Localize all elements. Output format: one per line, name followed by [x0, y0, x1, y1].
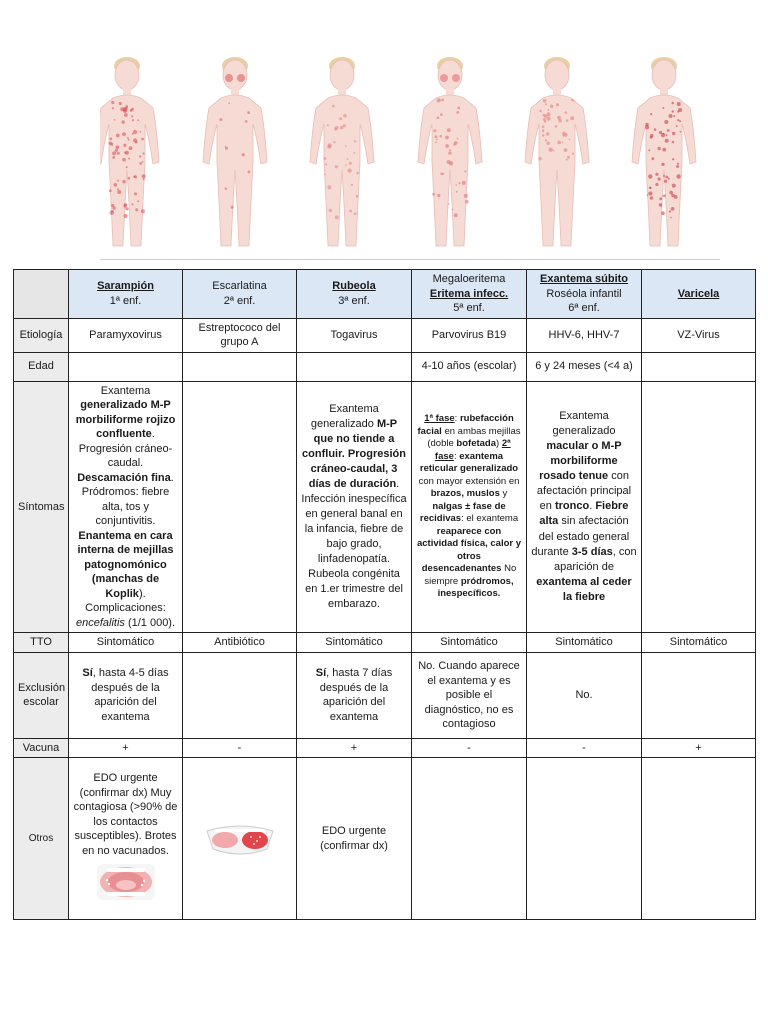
otros-cell: [69, 758, 183, 920]
child-figure-4: [418, 57, 482, 246]
text-run: No siempre: [424, 563, 517, 587]
vacuna-cell: +: [297, 738, 412, 758]
edad-cell: [642, 352, 756, 381]
disease-alt-name: Roséola infantil: [546, 287, 622, 300]
disease-order: 5ª enf.: [453, 302, 485, 315]
text-run: con afectación principal en: [536, 470, 632, 513]
etiologia-cell: Estreptococo del grupo A: [183, 318, 297, 352]
header-disease-3: [297, 270, 412, 319]
vacuna-cell: -: [412, 738, 527, 758]
text-run: Exantema generalizado: [310, 402, 379, 430]
etiologia-cell: HHV-6, HHV-7: [527, 318, 642, 352]
row-sintomas: [14, 381, 756, 633]
row-label: Exclusión escolar: [14, 652, 69, 738]
text-run: , hasta 7 días después de la aparición del exantema: [319, 667, 393, 723]
text-run: encefalitis: [75, 616, 125, 629]
text-run: Sí: [315, 667, 327, 680]
text-run: ). Complicaciones:: [85, 587, 166, 615]
text-run: :: [454, 412, 460, 424]
children-rash-illustrations: [100, 50, 740, 260]
sintomas-cell: [412, 381, 527, 633]
tto-cell: Sintomático: [297, 633, 412, 653]
text-run: reaparece con actividad física, calor y otros desencadenantes: [416, 525, 522, 575]
sintomas-cell: [69, 381, 183, 633]
tto-cell: Antibiótico: [183, 633, 297, 653]
disease-name: Varicela: [677, 287, 720, 300]
row-exclusion: [14, 652, 756, 738]
otros-cell: [412, 758, 527, 920]
text-run: (1/1 000).: [124, 616, 176, 629]
open-mouth-koplik-icon: [95, 862, 157, 902]
row-label: Otros: [14, 758, 69, 920]
child-figure-6: [632, 57, 696, 246]
text-run: ): [496, 438, 502, 450]
exclusion-cell: [69, 652, 183, 738]
text-run: . Progresión cráneo-caudal.: [78, 428, 173, 470]
disease-order: 1ª enf.: [109, 294, 142, 307]
etiologia-cell: VZ-Virus: [642, 318, 756, 352]
text-run: Exantema: [100, 384, 151, 397]
text-run: , hasta 4-5 días después de la aparición del exantema: [91, 667, 169, 723]
disease-name: Exantema súbito: [539, 273, 629, 285]
etiologia-cell: Paramyxovirus: [69, 318, 183, 352]
etiologia-cell: Togavirus: [297, 318, 412, 352]
otros-cell: [527, 758, 642, 920]
text-run: 2ª fase: [434, 438, 511, 462]
sintomas-cell: [297, 381, 412, 633]
text-run: . Infección inespecífica en general banal en la infancia, fiebre de bajo grado, linfadenopatía. Rubeola congénita en 1.er trimestre del embarazo.: [301, 477, 407, 611]
text-run: exantema al ceder la fiebre: [536, 575, 632, 603]
row-otros: [14, 758, 756, 920]
text-run: en ambas mejillas (doble: [427, 425, 521, 450]
text-run: Descamación fina: [77, 471, 171, 484]
edad-cell: [69, 352, 183, 381]
otros-text: EDO urgente (confirmar dx) Muy contagiosa (>90% de los contactos susceptibles). Brotes en no vacunados.: [73, 772, 178, 857]
disease-order: 6ª enf.: [568, 302, 600, 315]
header-disease-1: [69, 270, 183, 319]
edad-cell: [297, 352, 412, 381]
vacuna-cell: +: [69, 738, 183, 758]
exclusion-cell: [297, 652, 412, 738]
vacuna-cell: -: [527, 738, 642, 758]
otros-cell: [642, 758, 756, 920]
sintomas-cell: [527, 381, 642, 633]
row-label: TTO: [14, 633, 69, 653]
exclusion-cell: [642, 652, 756, 738]
otros-cell: [183, 758, 297, 920]
row-label: Etiología: [14, 318, 69, 352]
edad-cell: 4-10 años (escolar): [412, 352, 527, 381]
row-edad: [14, 352, 756, 381]
header-disease-6: [642, 270, 756, 319]
header-row: [14, 270, 756, 319]
text-run: Fiebre alta: [539, 500, 629, 528]
exclusion-cell: [527, 652, 642, 738]
text-run: M-P que no tiende a confluir. Progresión cráneo-caudal, 3 días de duración: [302, 417, 406, 490]
vacuna-cell: -: [183, 738, 297, 758]
text-run: brazos, muslos: [430, 488, 500, 500]
text-run: y: [499, 488, 508, 500]
row-tto: [14, 633, 756, 653]
text-run: con mayor extensión en: [418, 475, 520, 487]
text-run: :: [453, 450, 460, 462]
header-disease-2: [183, 270, 297, 319]
disease-order: 3ª enf.: [338, 294, 370, 307]
text-run: No.: [575, 689, 593, 702]
text-run: rubefacción facial: [417, 412, 514, 437]
text-run: 1ª fase: [424, 412, 455, 424]
text-run: nalgas ± fase de recidivas: [419, 500, 506, 525]
row-label: Edad: [14, 352, 69, 381]
tto-cell: Sintomático: [642, 633, 756, 653]
text-run: , con aparición de: [554, 545, 637, 573]
text-run: Sí: [82, 667, 93, 680]
child-figure-1: [100, 57, 159, 246]
sintomas-cell: [642, 381, 756, 633]
text-run: 3-5 días: [571, 545, 613, 558]
row-label: Síntomas: [14, 381, 69, 633]
child-figure-2: [203, 57, 267, 246]
vacuna-cell: +: [642, 738, 756, 758]
text-run: pródromos, inespecíficos.: [437, 575, 514, 600]
text-run: No. Cuando aparece el exantema y es posible el diagnóstico, no es contagioso: [418, 660, 520, 731]
header-disease-4: [412, 270, 527, 319]
illustration-baseline: [100, 259, 720, 260]
tto-cell: Sintomático: [69, 633, 183, 653]
etiologia-cell: Parvovirus B19: [412, 318, 527, 352]
text-run: tronco: [554, 500, 590, 513]
exanthem-comparison-table: [13, 269, 756, 920]
row-vacuna: [14, 738, 756, 758]
disease-name: Escarlatina: [212, 280, 267, 293]
otros-cell: EDO urgente (confirmar dx): [297, 758, 412, 920]
header-disease-5: [527, 270, 642, 319]
disease-name: Rubeola: [332, 280, 376, 293]
text-run: exantema reticular generalizado: [419, 450, 519, 475]
text-run: macular o M-P morbiliforme rosado tenue: [539, 440, 622, 483]
open-mouth-strawberry-tongue-icon: [201, 819, 279, 859]
disease-alt-name: Megaloeritema: [432, 273, 506, 285]
tto-cell: Sintomático: [412, 633, 527, 653]
row-etiologia: [14, 318, 756, 352]
child-figure-5: [525, 57, 589, 246]
row-label: Vacuna: [14, 738, 69, 758]
text-run: : el exantema: [461, 513, 519, 525]
disease-name: Eritema infecc.: [429, 287, 509, 300]
text-run: . Pródromos: fiebre alta, tos y conjuntivitis.: [81, 471, 174, 528]
text-run: Exantema generalizado: [552, 410, 616, 438]
exclusion-cell: [412, 652, 527, 738]
sintomas-cell: [183, 381, 297, 633]
disease-name: Sarampión: [97, 280, 154, 293]
corner-cell: [14, 270, 69, 319]
exclusion-cell: [183, 652, 297, 738]
text-run: Enantema en cara interna de mejillas patognomónico (manchas de Koplik: [77, 529, 174, 600]
text-run: bofetada: [456, 438, 497, 450]
edad-cell: 6 y 24 meses (<4 a): [527, 352, 642, 381]
text-run: sin afectación del estado general durante: [531, 515, 630, 558]
text-run: .: [589, 500, 596, 513]
text-run: generalizado M-P morbiliforme rojizo confluente: [75, 399, 176, 441]
child-figure-3: [310, 57, 374, 246]
tto-cell: Sintomático: [527, 633, 642, 653]
edad-cell: [183, 352, 297, 381]
disease-order: 2ª enf.: [223, 294, 256, 307]
